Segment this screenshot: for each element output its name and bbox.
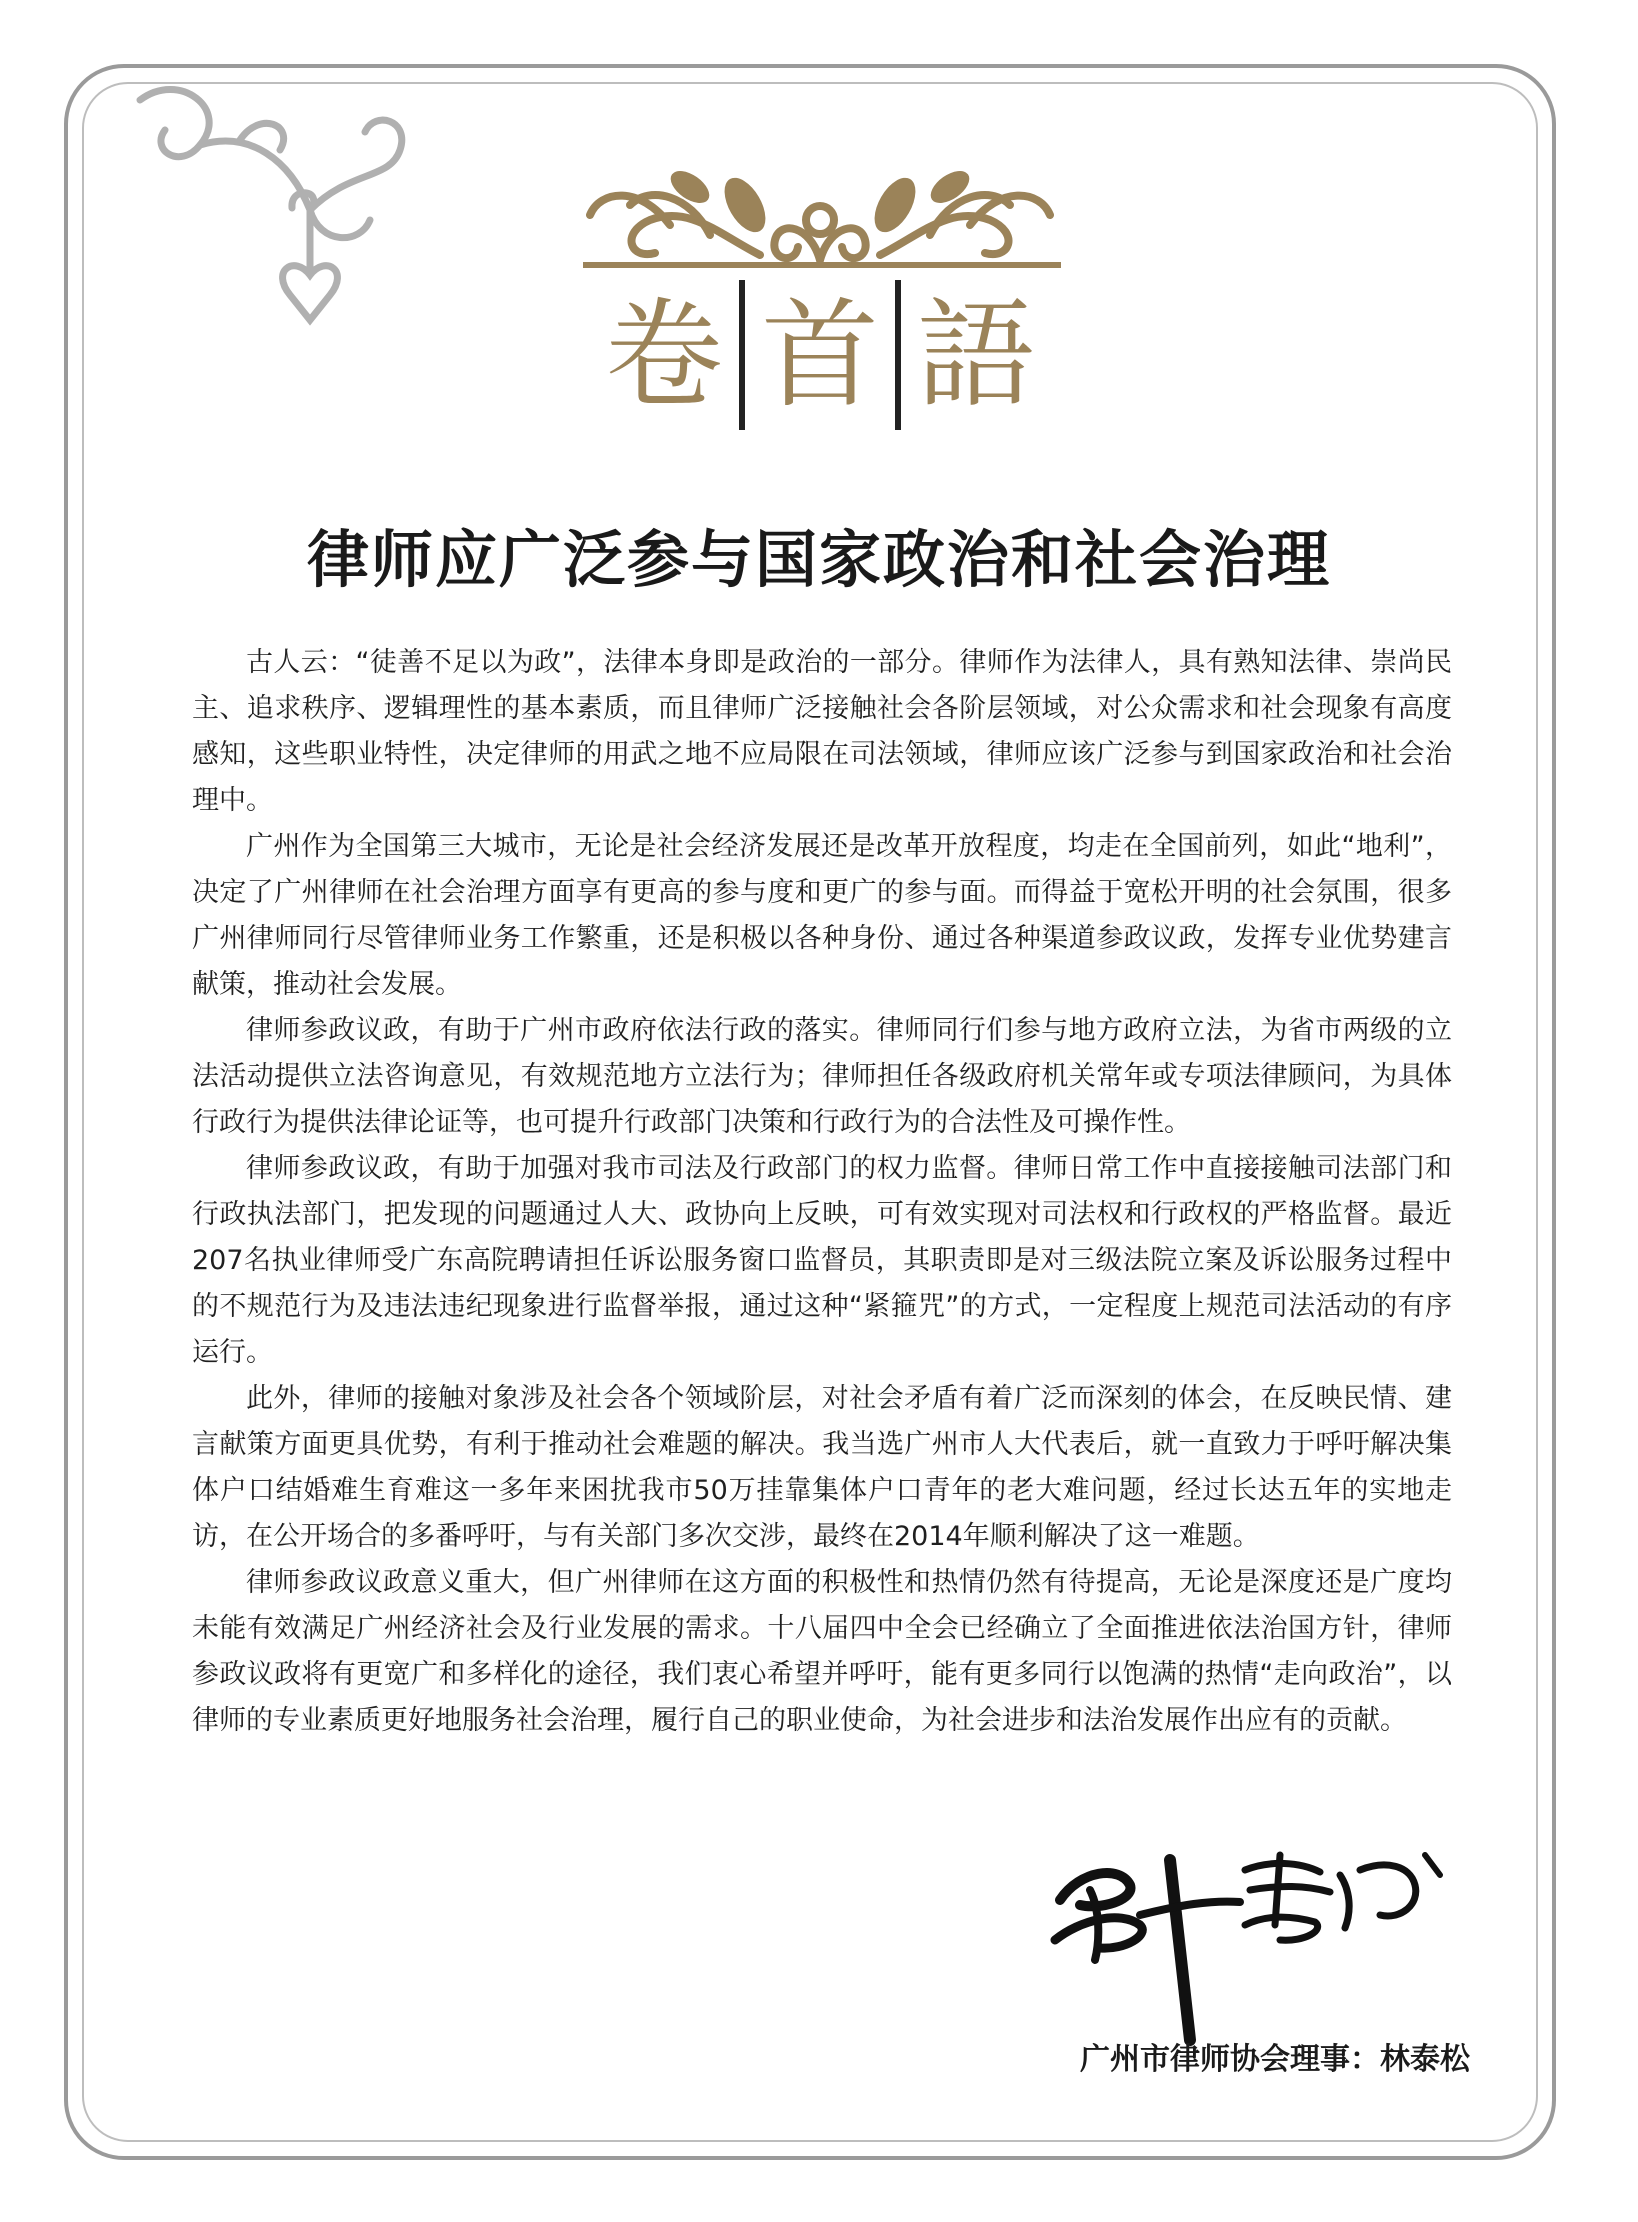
crest-ornament [570, 165, 1070, 275]
crest-divider [583, 262, 1061, 268]
corner-swirl-ornament [120, 70, 450, 350]
body-paragraph: 古人云：“徒善不足以为政”，法律本身即是政治的一部分。律师作为法律人，具有熟知法律、崇尚民主、追求秩序、逻辑理性的基本素质，而且律师广泛接触社会各阶层领域，对公众需求和社会现象有高度感知，这些职业特性，决定律师的用武之地不应局限在司法领域，律师应该广泛参与到国家政治和社会治理中。 [192, 647, 1452, 816]
body-paragraph: 广州作为全国第三大城市，无论是社会经济发展还是改革开放程度，均走在全国前列，如此“地利”，决定了广州律师在社会治理方面享有更高的参与度和更广的参与面。而得益于宽松开明的社会氛围，很多广州律师同行尽管律师业务工作繁重，还是积极以各种身份、通过各种渠道参政议政，发挥专业优势建言献策，推动社会发展。 [192, 831, 1452, 1000]
body-paragraph: 律师参政议政，有助于加强对我市司法及行政部门的权力监督。律师日常工作中直接接触司法部门和行政执法部门，把发现的问题通过人大、政协向上反映，可有效实现对司法权和行政权的严格监督。最近207名执业律师受广东高院聘请担任诉讼服务窗口监督员，其职责即是对三级法院立案及诉讼服务过程中的不规范行为及违法违纪现象进行监督举报，通过这种“紧箍咒”的方式，一定程度上规范司法活动的有序运行。 [192, 1153, 1452, 1368]
body-paragraph: 律师参政议政，有助于广州市政府依法行政的落实。律师同行们参与地方政府立法，为省市两级的立法活动提供立法咨询意见，有效规范地方立法行为；律师担任各级政府机关常年或专项法律顾问，为具体行政行为提供法律论证等，也可提升行政部门决策和行政行为的合法性及可操作性。 [192, 1015, 1452, 1138]
article-title: 律师应广泛参与国家政治和社会治理 [306, 523, 1331, 596]
author-byline: 广州市律师协会理事：林泰松 [1080, 2042, 1470, 2077]
masthead-char: 首 [760, 286, 879, 424]
masthead-char: 語 [916, 286, 1035, 424]
body-paragraph: 此外，律师的接触对象涉及社会各个领域阶层，对社会矛盾有着广泛而深刻的体会，在反映民情、建言献策方面更具优势，有利于推动社会难题的解决。我当选广州市人大代表后，就一直致力于呼吁解决集体户口结婚难生育难这一多年来困扰我市50万挂靠集体户口青年的老大难问题，经过长达五年的实地走访，在公开场合的多番呼吁，与有关部门多次交涉，最终在2014年顺利解决了这一难题。 [192, 1383, 1452, 1552]
masthead [570, 275, 1070, 435]
body-paragraph: 律师参政议政意义重大，但广州律师在这方面的积极性和热情仍然有待提高，无论是深度还是广度均未能有效满足广州经济社会及行业发展的需求。十八届四中全会已经确立了全面推进依法治国方针，律师参政议政将有更宽广和多样化的途径，我们衷心希望并呼吁，能有更多同行以饱满的热情“走向政治”，以律师的专业素质更好地服务社会治理，履行自己的职业使命，为社会进步和法治发展作出应有的贡献。 [192, 1567, 1452, 1736]
article-body [192, 640, 1452, 1744]
masthead-char: 卷 [604, 286, 723, 424]
handwritten-signature [1040, 1830, 1470, 2060]
